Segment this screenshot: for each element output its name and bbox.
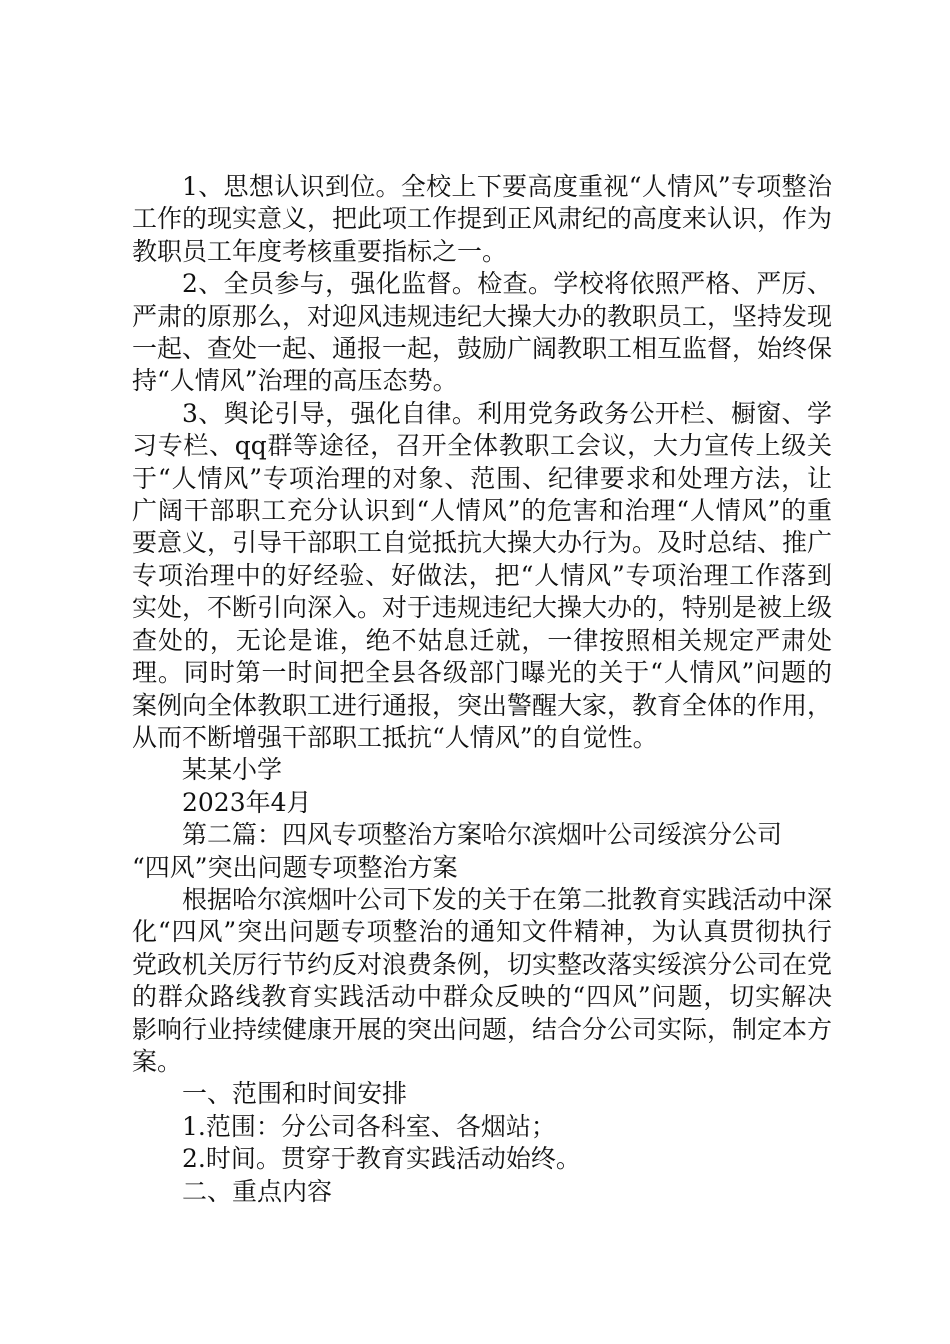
paragraph-thought-awareness: 1、思想认识到位。全校上下要高度重视“人情风”专项整治工作的现实意义，把此项工作提到正风肃纪的高度来认识，作为教职员工年度考核重要指标之一。 — [132, 172, 833, 266]
list-item-time: 2.时间。贯穿于教育实践活动始终。 — [182, 1144, 581, 1174]
heading-key-content: 二、重点内容 — [182, 1176, 333, 1206]
paragraph-full-participation: 2、全员参与，强化监督。检查。学校将依照严格、严厉、严肃的原那么，对迎风违规违纪大操大办的教职员工，坚持发现一起、查处一起、通报一起，鼓励广阔教职工相互监督，始终保持“人情风”治理的高压态势。 — [132, 269, 833, 396]
section-subtitle: “四风”突出问题专项整治方案 — [132, 852, 458, 882]
paragraph-public-opinion: 3、舆论引导，强化自律。利用党务政务公开栏、橱窗、学习专栏、qq群等途径，召开全体教职工会议，大力宣传上级关于“人情风”专项治理的对象、范围、纪律要求和处理方法，让广阔干部职工充分认识到“人情风”的危害和治理“人情风”的重要意义，引导干部职工自觉抵抗大操大办行为。及时总结、推广专项治理中的好经验、好做法，把“人情风”专项治理工作落到实处，不断引向深入。对于违规违纪大操大办的，特别是被上级查处的，无论是谁，绝不姑息迁就，一律按照相关规定严肃处理。同时第一时间把全县各级部门曝光的关于“人情风”问题的案例向全体教职工进行通报，突出警醒大家，教育全体的作用，从而不断增强干部职工抵抗“人情风”的自觉性。 — [132, 398, 833, 752]
section-title-part-two: 第二篇：四风专项整治方案哈尔滨烟叶公司绥滨分公司 — [182, 820, 783, 850]
paragraph-background: 根据哈尔滨烟叶公司下发的关于在第二批教育实践活动中深化“四风”突出问题专项整治的通知文件精神，为认真贯彻执行党政机关厉行节约反对浪费条例，切实整改落实绥滨分公司在党的群众路线教育实践活动中群众反映的“四风”问题，切实解决影响行业持续健康开展的突出问题，结合分公司实际，制定本方案。 — [132, 884, 833, 1076]
heading-scope-and-schedule: 一、范围和时间安排 — [182, 1079, 408, 1109]
signature-date: 2023年4月 — [182, 787, 312, 817]
document-body — [132, 171, 832, 1208]
signature-school: 某某小学 — [182, 755, 283, 785]
list-item-scope: 1.范围：分公司各科室、各烟站； — [182, 1111, 556, 1141]
